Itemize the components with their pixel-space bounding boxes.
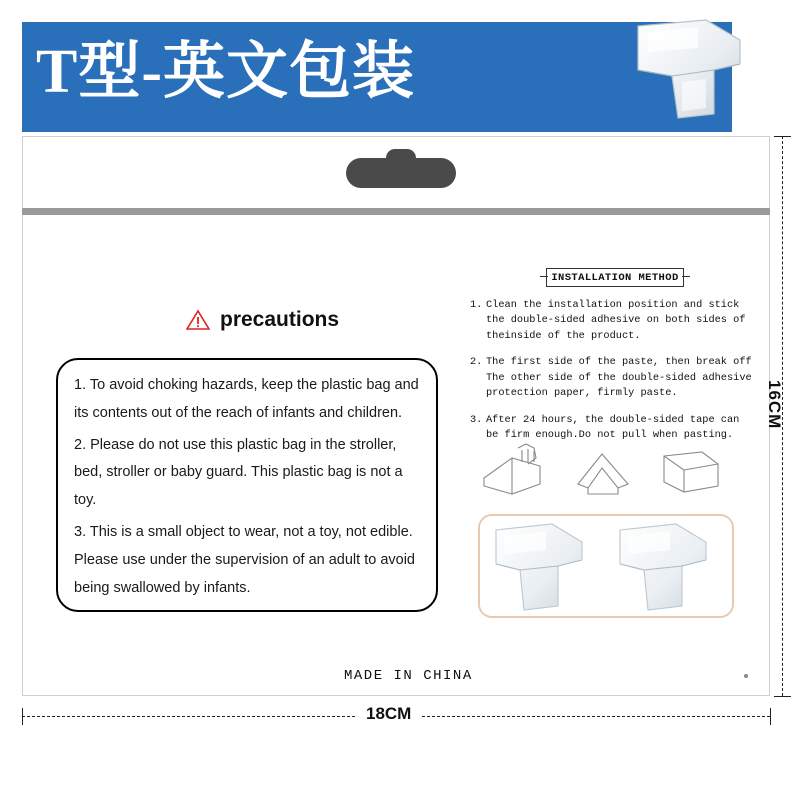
installation-title-rule-right xyxy=(682,276,690,277)
precautions-header xyxy=(186,308,339,332)
precaution-item: 3. This is a small object to wear, not a toy, not edible. Please use under the supervision of an adult to avoid being swallowed by infants. xyxy=(74,524,415,596)
header-banner xyxy=(22,22,732,122)
seal-line xyxy=(22,208,770,215)
corner-guard-photo-top xyxy=(628,18,748,122)
precautions-box xyxy=(56,358,438,612)
installation-title: INSTALLATION METHOD xyxy=(551,271,679,284)
step-number: 1. xyxy=(470,299,483,311)
precaution-item: 1. To avoid choking hazards, keep the plastic bag and its contents out of the reach of infants and children. xyxy=(74,377,419,421)
installation-step xyxy=(470,355,752,401)
step-text: Clean the installation position and stick the double-sided adhesive on both sides of theinside of the product. xyxy=(486,299,746,342)
height-dimension-label: 16CM xyxy=(765,380,784,430)
step-text: After 24 hours, the double-sided tape can be firm enough.Do not pull when pasting. xyxy=(486,413,740,442)
corner-dot-mark xyxy=(744,674,748,678)
precautions-title: precautions xyxy=(220,308,340,331)
step-number: 2. xyxy=(470,356,483,369)
installation-steps xyxy=(470,298,752,455)
installation-title-box xyxy=(546,268,684,287)
step-number: 3. xyxy=(470,413,483,426)
precaution-item: 2. Please do not use this plastic bag in the stroller, bed, stroller or baby guard. This plastic bag is not a toy. xyxy=(74,436,403,509)
made-in-label: MADE IN CHINA xyxy=(344,668,473,684)
width-dimension-label: 18CM xyxy=(356,704,421,724)
product-photo-frame xyxy=(478,514,734,618)
installation-step xyxy=(470,298,752,344)
height-guide-cap-bottom xyxy=(774,696,791,697)
hang-hole xyxy=(346,158,456,188)
step-text: The first side of the paste, then break off The other side of the double-sided adhesive protection paper, firmly paste. xyxy=(486,356,752,400)
page-title: T型-英文包装 xyxy=(36,38,416,106)
warning-triangle-icon xyxy=(186,309,210,331)
width-guide-cap-right xyxy=(770,708,771,725)
banner-underline xyxy=(22,122,732,132)
installation-illustrations xyxy=(478,438,746,500)
